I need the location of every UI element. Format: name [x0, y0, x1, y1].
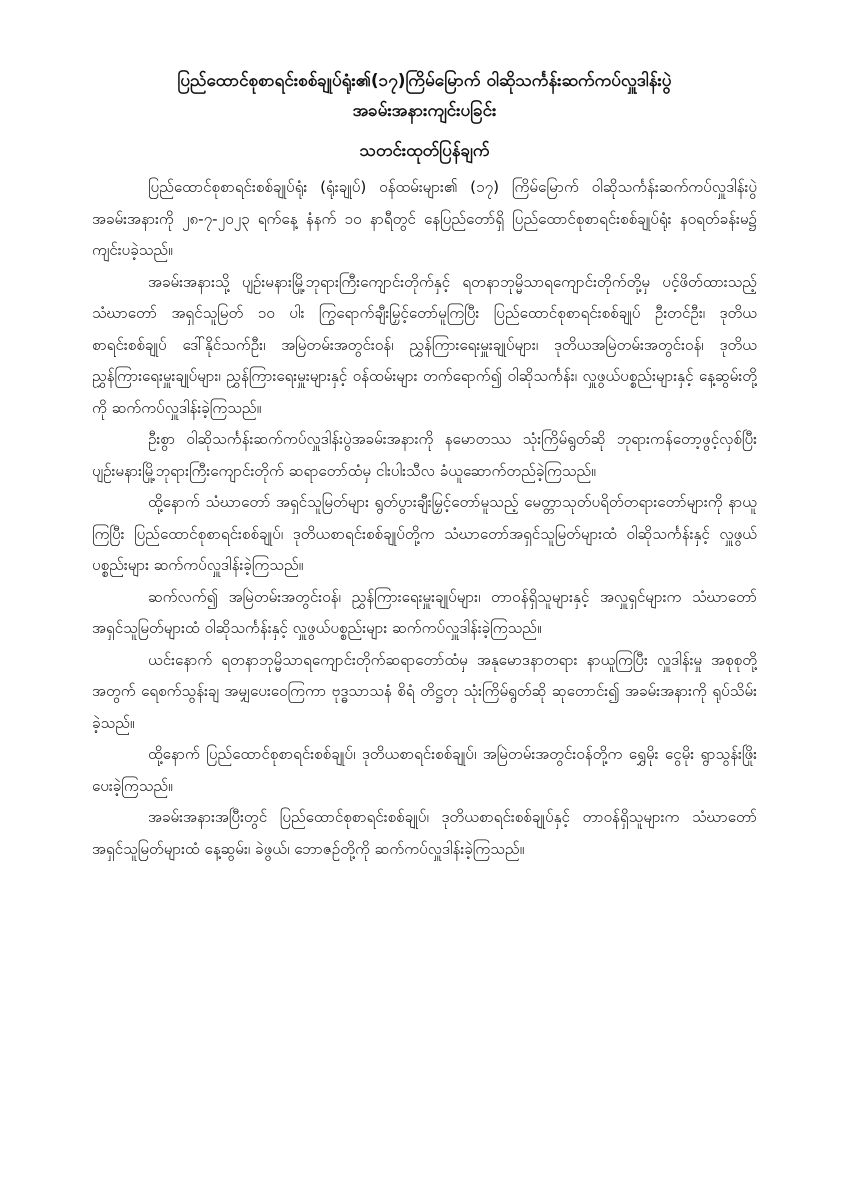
paragraph-6: ယင်းနောက် ရတနာဘုမ္မိသာရကျောင်းတိုက်ဆရာတော်ထံမှ အနုမောဒနာတရား နာယူကြပြီး လှူဒါန်းမှု အစုစုတို့အတွက် ရေစက်သွန်းချ အမျှပေးဝေကြကာ ဗုဒ္ဓသာသနံ စိရံ တိဋ္ဌတု သုံးကြိမ်ရွတ်ဆို ဆုတောင်း၍ အခမ်းအနားကို ရုပ်သိမ်းခဲ့သည်။	[92, 650, 757, 732]
paragraph-3: ဦးစွာ ဝါဆိုသင်္ကန်းဆက်ကပ်လှူဒါန်းပွဲအခမ်းအနားကို နမောတဿ သုံးကြိမ်ရွတ်ဆို ဘုရားကန်တော့ဖွင့်လှစ်ပြီး ပျဉ်းမနားမြို့ဘုရားကြီးကျောင်းတိုက် ဆရာတော်ထံမှ ငါးပါးသီလ ခံယူဆောက်တည်ခဲ့ကြသည်။	[92, 430, 757, 480]
document-subtitle: သတင်းထုတ်ပြန်ချက်	[359, 141, 490, 161]
paragraph-4: ထို့နောက် သံဃာတော် အရှင်သူမြတ်များ ရွတ်ပွားချီးမြှင့်တော်မူသည့် မေတ္တာသုတ်ပရိတ်တရားတော်များကို နာယူကြပြီး ပြည်ထောင်စုစာရင်းစစ်ချုပ်၊ ဒုတိယစာရင်းစစ်ချုပ်တို့က သံဃာတော်အရှင်သူမြတ်များထံ ဝါဆိုသင်္ကန်းနှင့် လှူဖွယ်ပစ္စည်းများ ဆက်ကပ်လှူဒါန်းခဲ့ကြသည်။	[92, 493, 757, 574]
paragraph-7: ထို့နောက် ပြည်ထောင်စုစာရင်းစစ်ချုပ်၊ ဒုတိယစာရင်းစစ်ချုပ်၊ အမြဲတမ်းအတွင်းဝန်တို့က ရွှေမိုး ငွေမိုး ရွာသွန်းဖြိုးပေးခဲ့ကြသည်။	[92, 745, 757, 795]
document-title	[92, 66, 757, 126]
paragraph-1: ပြည်ထောင်စုစာရင်းစစ်ချုပ်ရုံး (ရုံးချုပ်) ဝန်ထမ်းများ၏ (၁၇) ကြိမ်မြောက် ဝါဆိုသင်္ကန်းဆက်ကပ်လှူဒါန်းပွဲအခမ်းအနားကို ၂၈-၇-၂၀၂၃ ရက်နေ့ နံနက် ၁၀ နာရီတွင် နေပြည်တော်ရှိ ပြည်ထောင်စုစာရင်းစစ်ချုပ်ရုံး နဝရတ်ခန်းမ၌ ကျင်းပခဲ့သည်။	[92, 178, 757, 259]
paragraph-8: အခမ်းအနားအပြီးတွင် ပြည်ထောင်စုစာရင်းစစ်ချုပ်၊ ဒုတိယစာရင်းစစ်ချုပ်နှင့် တာဝန်ရှိသူများက သံဃာတော် အရှင်သူမြတ်များထံ နေ့ဆွမ်း၊ ခဲဖွယ်၊ ဘောဇဉ်တို့ကို ဆက်ကပ်လှူဒါန်းခဲ့ကြသည်။	[92, 808, 757, 858]
title-line-1: ပြည်ထောင်စုစာရင်းစစ်ချုပ်ရုံး၏(၁၇)ကြိမ်မြောက် ဝါဆိုသင်္ကန်းဆက်ကပ်လှူဒါန်းပွဲ	[177, 71, 672, 91]
title-line-2: အခမ်းအနားကျင်းပခြင်း	[352, 101, 497, 121]
paragraph-2: အခမ်းအနားသို့ ပျဉ်းမနားမြို့ဘုရားကြီးကျောင်းတိုက်နှင့် ရတနာဘုမ္မိသာရကျောင်းတိုက်တို့မှ ပင့်ဖိတ်ထားသည့် သံဃာတော် အရှင်သူမြတ် ၁၀ ပါး ကြွရောက်ချီးမြှင့်တော်မူကြပြီး ပြည်ထောင်စုစာရင်းစစ်ချုပ် ဦးတင်ဦး၊ ဒုတိယစာရင်းစစ်ချုပ် ဒေါ်နိုင်သက်ဦး၊ အမြဲတမ်းအတွင်းဝန်၊ ညွှန်ကြားရေးမှူးချုပ်များ၊ ဒုတိယအမြဲတမ်းအတွင်းဝန်၊ ဒုတိယညွှန်ကြားရေးမှူးချုပ်များ၊ ညွှန်ကြားရေးမှူးများနှင့် ဝန်ထမ်းများ တက်ရောက်၍ ဝါဆိုသင်္ကန်း၊ လှူဖွယ်ပစ္စည်းများနှင့် နေ့ဆွမ်းတို့ကို ဆက်ကပ်လှူဒါန်းခဲ့ကြသည်။	[92, 272, 757, 417]
paragraph-5: ဆက်လက်၍ အမြဲတမ်းအတွင်းဝန်၊ ညွှန်ကြားရေးမှူးချုပ်များ၊ တာဝန်ရှိသူများနှင့် အလှူရှင်များက သံဃာတော် အရှင်သူမြတ်များထံ ဝါဆိုသင်္ကန်းနှင့် လှူဖွယ်ပစ္စည်းများ ဆက်ကပ်လှူဒါန်းခဲ့ကြသည်။	[92, 587, 757, 637]
